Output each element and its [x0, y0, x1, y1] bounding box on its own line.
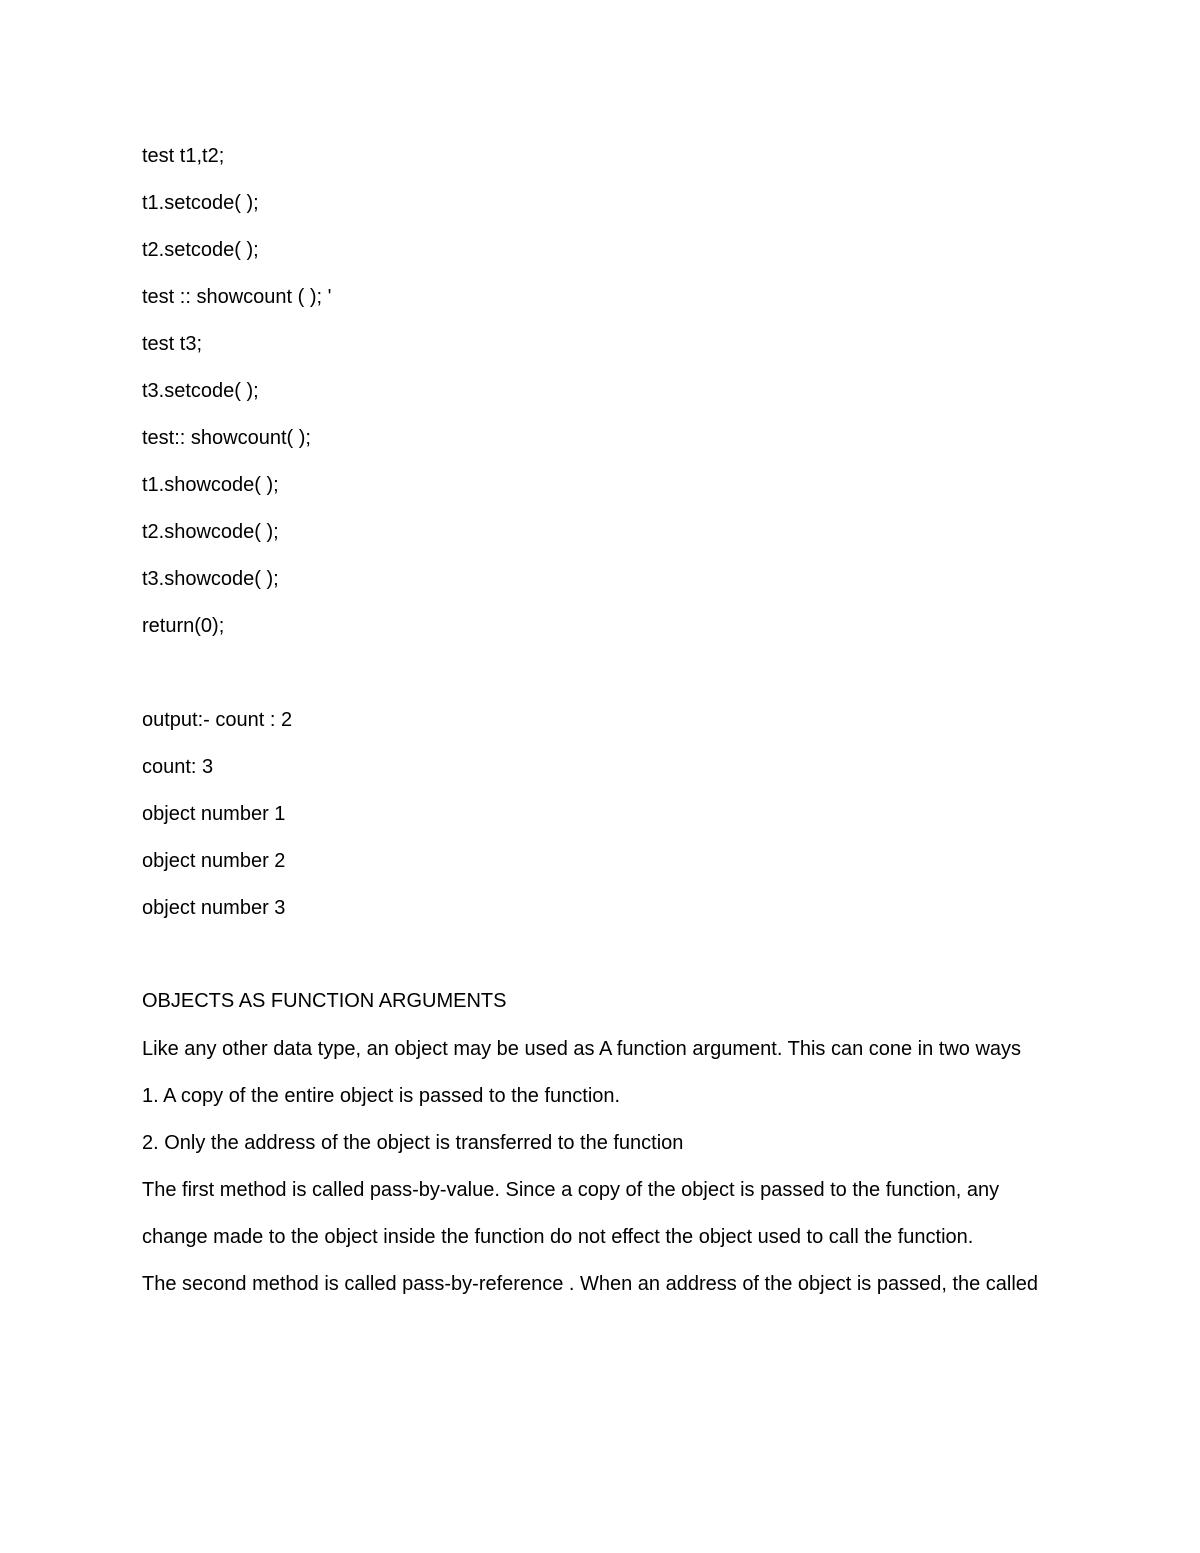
- spacer: [142, 942, 1072, 988]
- paragraph: 1. A copy of the entire object is passed to the function.: [142, 1085, 621, 1107]
- spacer: [142, 660, 1072, 707]
- code-line: t3.showcode( );: [142, 568, 279, 590]
- code-line: test:: showcount( );: [142, 427, 311, 449]
- code-line: t2.setcode( );: [142, 239, 259, 261]
- code-line: test :: showcount ( ); ': [142, 286, 332, 308]
- document-body: [142, 143, 1072, 1316]
- paragraph: Like any other data type, an object may be used as A function argument. This can cone in two ways: [142, 1038, 1022, 1060]
- code-line: test t1,t2;: [142, 145, 225, 167]
- code-line: return(0);: [142, 615, 225, 637]
- paragraph: The second method is called pass-by-reference . When an address of the object is passed, the called: [142, 1273, 1039, 1295]
- code-line: test t3;: [142, 333, 203, 355]
- code-line: t1.showcode( );: [142, 474, 279, 496]
- code-line: t2.showcode( );: [142, 521, 279, 543]
- output-line: count: 3: [142, 756, 214, 778]
- output-block: [142, 707, 1072, 921]
- output-line: object number 3: [142, 897, 286, 919]
- code-block: [142, 143, 1072, 639]
- output-line: output:- count : 2: [142, 709, 293, 731]
- code-line: t1.setcode( );: [142, 192, 259, 214]
- paragraph: 2. Only the address of the object is transferred to the function: [142, 1132, 684, 1154]
- output-line: object number 1: [142, 803, 286, 825]
- output-line: object number 2: [142, 850, 286, 872]
- paragraph: change made to the object inside the function do not effect the object used to call the function.: [142, 1226, 974, 1248]
- paragraph: The first method is called pass-by-value. Since a copy of the object is passed to the function, any: [142, 1179, 1000, 1201]
- section-objects-as-function-arguments: [142, 988, 1072, 1300]
- code-line: t3.setcode( );: [142, 380, 259, 402]
- section-heading: OBJECTS AS FUNCTION ARGUMENTS: [142, 990, 507, 1012]
